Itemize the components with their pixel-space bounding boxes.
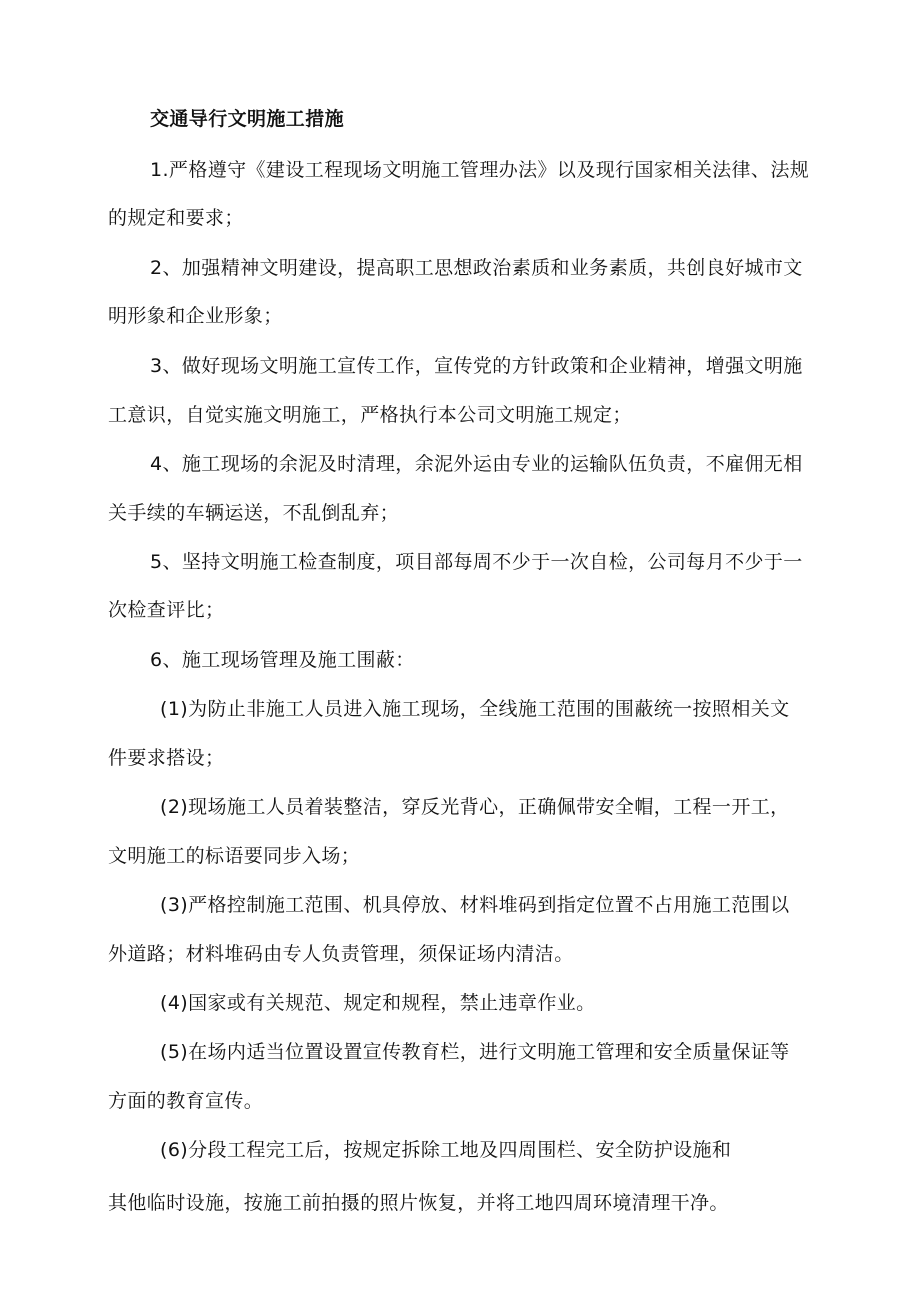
paragraph-5-line-1: 5、坚持文明施工检查制度，项目部每周不少于一次自检，公司每月不少于一 bbox=[150, 551, 803, 573]
item-1-line-1: (1)为防止非施工人员进入施工现场，全线施工范围的围蔽统一按照相关文 bbox=[160, 698, 790, 720]
item-3-line-1: (3)严格控制施工范围、机具停放、材料堆码到指定位置不占用施工范围以 bbox=[160, 894, 790, 916]
paragraph-1-line-2: 的规定和要求； bbox=[108, 207, 244, 229]
item-5-line-2: 方面的教育宣传。 bbox=[108, 1090, 264, 1112]
paragraph-3-line-1: 3、做好现场文明施工宣传工作，宣传党的方针政策和企业精神，增强文明施 bbox=[150, 355, 803, 377]
item-6-line-2: 其他临时设施，按施工前拍摄的照片恢复，并将工地四周环境清理干净。 bbox=[108, 1192, 729, 1214]
paragraph-2-line-1: 2、加强精神文明建设，提高职工思想政治素质和业务素质，共创良好城市文 bbox=[150, 257, 803, 279]
paragraph-4-line-1: 4、施工现场的余泥及时清理，余泥外运由专业的运输队伍负责，不雇佣无相 bbox=[150, 453, 803, 475]
paragraph-1-line-1: 1.严格遵守《建设工程现场文明施工管理办法》以及现行国家相关法律、法规 bbox=[150, 159, 810, 181]
paragraph-3-line-2: 工意识，自觉实施文明施工，严格执行本公司文明施工规定； bbox=[108, 404, 632, 426]
item-2-line-2: 文明施工的标语要同步入场； bbox=[108, 845, 361, 867]
item-4-line-1: (4)国家或有关规范、规定和规程，禁止违章作业。 bbox=[160, 992, 596, 1014]
item-1-line-2: 件要求搭设； bbox=[108, 747, 225, 769]
item-3-line-2: 外道路；材料堆码由专人负责管理，须保证场内清洁。 bbox=[108, 943, 574, 965]
document-title: 交通导行文明施工措施 bbox=[150, 108, 345, 130]
paragraph-5-line-2: 次检查评比； bbox=[108, 599, 225, 621]
item-5-line-1: (5)在场内适当位置设置宣传教育栏，进行文明施工管理和安全质量保证等 bbox=[160, 1041, 790, 1063]
paragraph-4-line-2: 关手续的车辆运送，不乱倒乱弃； bbox=[108, 502, 400, 524]
item-2-line-1: (2)现场施工人员着装整洁，穿反光背心，正确佩带安全帽，工程一开工， bbox=[160, 796, 790, 818]
item-6-line-1: (6)分段工程完工后，按规定拆除工地及四周围栏、安全防护设施和 bbox=[160, 1139, 732, 1161]
paragraph-6-heading: 6、施工现场管理及施工围蔽： bbox=[150, 649, 415, 671]
paragraph-2-line-2: 明形象和企业形象； bbox=[108, 305, 283, 327]
